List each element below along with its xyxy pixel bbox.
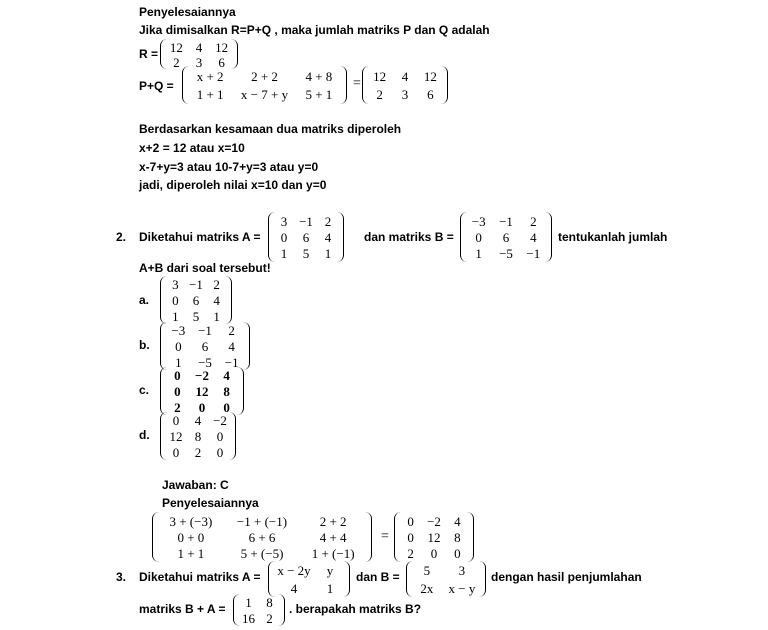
matrix-cell: 2 bbox=[407, 546, 414, 562]
matrix-cell: −1 bbox=[198, 323, 212, 339]
question-number-3: 3. bbox=[116, 570, 127, 584]
matrix-cell: 8 bbox=[223, 383, 230, 399]
matrix-cell: 4 bbox=[228, 338, 235, 354]
matrix-cell: 3 bbox=[172, 277, 179, 293]
matrix-cell: 1 bbox=[280, 246, 288, 262]
matrix-cell: 0 bbox=[174, 383, 181, 399]
matrix-cell: 3 bbox=[401, 87, 409, 103]
matrix-cell: 6 bbox=[218, 55, 225, 70]
matrix-cell: 0 bbox=[172, 444, 180, 460]
matrix-cell: 5 + (−5) bbox=[240, 546, 284, 562]
matrix-cell: 0 bbox=[172, 292, 179, 308]
matrix-cell: 2 bbox=[324, 213, 332, 229]
option-c-matrix bbox=[160, 367, 244, 415]
matrix-cell: 1 bbox=[324, 246, 332, 262]
matrix-cell: 4 bbox=[401, 68, 409, 84]
matrix-cell: 0 bbox=[175, 338, 182, 354]
matrix-work-result bbox=[394, 512, 474, 562]
matrix-cell: −2 bbox=[195, 368, 209, 384]
matrix-cell: 3 bbox=[195, 55, 203, 70]
matrix-cell: 12 bbox=[169, 428, 183, 444]
matrix-cell: 5 bbox=[192, 308, 200, 324]
option-b-matrix bbox=[160, 322, 250, 370]
matrix-cell: 0 + 0 bbox=[177, 529, 205, 545]
matrix-cell: 2x bbox=[420, 580, 434, 596]
option-a-label: a. bbox=[139, 293, 150, 307]
matrix-cell: 12 bbox=[427, 529, 441, 545]
matrix-cell: 0 bbox=[216, 444, 224, 460]
matrix-cell: −1 bbox=[189, 277, 203, 293]
matrix-pq-sum bbox=[182, 66, 347, 104]
matrix-cell: 4 + 8 bbox=[305, 68, 333, 84]
matrix-cell: 1 bbox=[172, 308, 179, 324]
matrix-cell: −1 + (−1) bbox=[236, 513, 288, 529]
matrix-cell: x − 7 + y bbox=[240, 87, 289, 103]
matrix-cell: 2 bbox=[174, 399, 181, 415]
matrix-cell: 1 bbox=[326, 580, 334, 596]
matrix-work bbox=[152, 512, 372, 562]
matrix-cell: 6 + 6 bbox=[248, 529, 276, 545]
matrix-cell: −5 bbox=[499, 246, 513, 262]
matrix-cell: y bbox=[326, 563, 334, 579]
note-line-4: jadi, diperoleh nilai x=10 dan y=0 bbox=[139, 178, 327, 192]
intro-text: Jika dimisalkan R=P+Q , maka jumlah matriks P dan Q adalah bbox=[139, 23, 490, 37]
matrix-cell: 1 + 1 bbox=[196, 87, 224, 103]
matrix-cell: 4 bbox=[290, 580, 298, 596]
matrix-cell: 2 bbox=[173, 55, 180, 70]
matrix-cell: 8 bbox=[266, 595, 273, 611]
matrix-cell: 8 bbox=[454, 529, 461, 545]
matrix-cell: x − y bbox=[448, 580, 476, 596]
note-line-3: x-7+y=3 atau 10-7+y=3 atau y=0 bbox=[139, 160, 319, 174]
matrix-cell: 4 bbox=[324, 229, 332, 245]
solution-heading-1: Penyelesaiannya bbox=[139, 5, 236, 19]
matrix-cell: 12 bbox=[195, 383, 209, 399]
matrix-cell: 4 bbox=[454, 513, 461, 529]
matrix-cell: 5 bbox=[423, 563, 431, 579]
matrix-cell: 0 bbox=[430, 546, 438, 562]
matrix-cell: x + 2 bbox=[196, 68, 224, 84]
matrix-cell: 5 + 1 bbox=[305, 87, 333, 103]
matrix-cell: 0 bbox=[407, 513, 414, 529]
matrix-cell: 3 bbox=[280, 213, 288, 229]
q3-text-d: matriks B + A = bbox=[139, 602, 226, 616]
matrix-cell: 6 bbox=[302, 229, 310, 245]
q3-text-c: dengan hasil penjumlahan bbox=[491, 570, 642, 584]
matrix-cell: −5 bbox=[198, 354, 212, 370]
matrix-cell: 3 + (−3) bbox=[169, 513, 213, 529]
matrix-cell: 0 bbox=[172, 413, 180, 429]
matrix-cell: 2 bbox=[376, 87, 383, 103]
matrix-cell: 1 + (−1) bbox=[311, 546, 355, 562]
note-line-2: x+2 = 12 atau x=10 bbox=[139, 141, 245, 155]
matrix-cell: 4 bbox=[530, 229, 537, 245]
matrix-cell: −3 bbox=[471, 213, 486, 229]
matrix-cell: −1 bbox=[499, 213, 513, 229]
matrix-cell: 16 bbox=[242, 610, 255, 626]
matrix-cell: 0 bbox=[475, 229, 482, 245]
matrix-cell: 0 bbox=[174, 368, 181, 384]
question-number-2: 2. bbox=[116, 230, 127, 244]
matrix-cell: 2 bbox=[213, 277, 220, 293]
matrix-cell: 0 bbox=[223, 399, 230, 415]
matrix-cell: 4 + 4 bbox=[319, 529, 347, 545]
matrix-cell: 2 bbox=[266, 610, 273, 626]
q2-text-a: Diketahui matriks A = bbox=[139, 230, 261, 244]
matrix-r bbox=[160, 39, 238, 69]
matrix-cell: 4 bbox=[223, 368, 230, 384]
matrix-cell: 6 bbox=[192, 292, 200, 308]
matrix-cell: 2 bbox=[228, 323, 235, 339]
matrix-cell: −3 bbox=[171, 323, 186, 339]
matrix-cell: 5 bbox=[302, 246, 310, 262]
q2-text-b: dan matriks B = bbox=[364, 230, 454, 244]
matrix-cell: 12 bbox=[215, 40, 229, 55]
matrix-cell: 0 bbox=[454, 546, 461, 562]
pq-label: P+Q = bbox=[139, 79, 174, 93]
matrix-cell: 2 + 2 bbox=[319, 513, 347, 529]
matrix-cell: −2 bbox=[213, 413, 227, 429]
matrix-b bbox=[460, 212, 552, 262]
matrix-q3-ba bbox=[233, 594, 285, 626]
q3-text-a: Diketahui matriks A = bbox=[139, 570, 261, 584]
option-a-matrix bbox=[160, 276, 232, 324]
matrix-cell: 1 bbox=[245, 595, 252, 611]
matrix-cell: 4 bbox=[194, 413, 202, 429]
matrix-cell: 2 + 2 bbox=[251, 68, 278, 84]
matrix-cell: 1 bbox=[175, 354, 182, 370]
matrix-pq-result bbox=[362, 66, 448, 104]
q3-text-b: dan B = bbox=[356, 570, 400, 584]
answer-text: Jawaban: C bbox=[162, 478, 229, 492]
r-label: R = bbox=[139, 47, 159, 61]
matrix-cell: 12 bbox=[423, 68, 437, 84]
matrix-cell: 1 bbox=[213, 308, 220, 324]
matrix-cell: −1 bbox=[299, 213, 313, 229]
matrix-cell: 12 bbox=[373, 68, 387, 84]
matrix-cell: 12 bbox=[169, 40, 183, 55]
matrix-cell: 6 bbox=[502, 229, 510, 245]
q2-text-c: tentukanlah jumlah bbox=[558, 230, 668, 244]
option-d-label: d. bbox=[139, 428, 150, 442]
matrix-cell: 0 bbox=[280, 229, 288, 245]
matrix-cell: 6 bbox=[201, 338, 209, 354]
matrix-cell: 4 bbox=[195, 40, 203, 55]
option-b-label: b. bbox=[139, 338, 150, 352]
solution-heading-2: Penyelesaiannya bbox=[162, 496, 259, 510]
option-c-label: c. bbox=[139, 383, 150, 397]
note-line-1: Berdasarkan kesamaan dua matriks diperoleh bbox=[139, 122, 402, 136]
matrix-cell: 1 + 1 bbox=[177, 546, 205, 562]
matrix-a bbox=[268, 212, 344, 262]
equals-sign-1: = bbox=[353, 76, 361, 91]
matrix-cell: 8 bbox=[194, 428, 202, 444]
matrix-cell: 0 bbox=[407, 529, 414, 545]
matrix-cell: x − 2y bbox=[277, 563, 311, 579]
option-d-matrix bbox=[160, 412, 236, 460]
matrix-cell: 0 bbox=[198, 399, 206, 415]
equals-sign-2: = bbox=[381, 529, 389, 544]
matrix-cell: 0 bbox=[216, 428, 224, 444]
matrix-q3-a bbox=[268, 561, 350, 597]
matrix-cell: 4 bbox=[213, 292, 220, 308]
matrix-cell: 2 bbox=[530, 213, 537, 229]
matrix-cell: 1 bbox=[475, 246, 482, 262]
matrix-cell: −2 bbox=[427, 513, 441, 529]
q2-text-d: A+B dari soal tersebut! bbox=[139, 261, 271, 275]
matrix-cell: −1 bbox=[224, 354, 239, 370]
matrix-cell: −1 bbox=[526, 246, 541, 262]
matrix-q3-b bbox=[406, 561, 486, 597]
matrix-cell: 3 bbox=[458, 563, 466, 579]
q3-text-e: . berapakah matriks B? bbox=[289, 602, 422, 616]
matrix-cell: 2 bbox=[194, 444, 202, 460]
matrix-cell: 6 bbox=[427, 87, 434, 103]
